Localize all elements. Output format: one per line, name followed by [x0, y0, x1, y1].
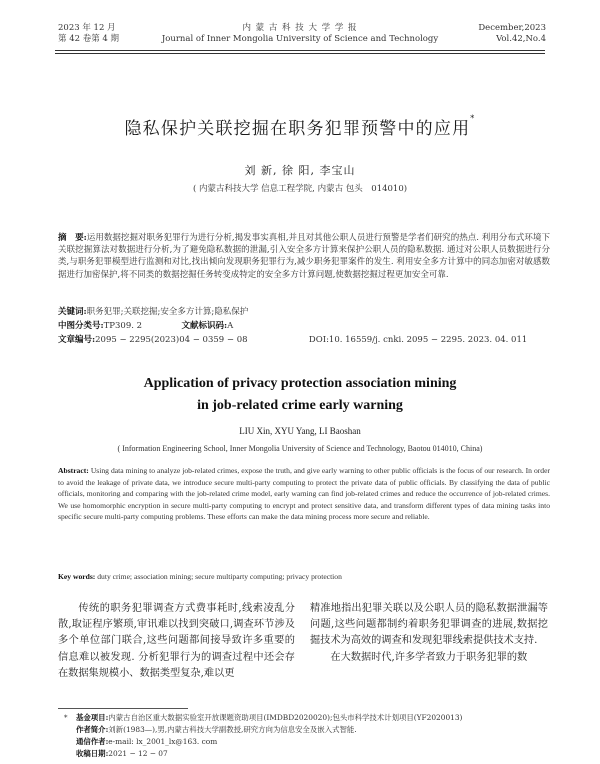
header-date: 2023 年 12 月 — [58, 23, 116, 33]
keywords-en-text: duty crime; association mining; secure multiparty computing; privacy protection — [97, 572, 342, 581]
journal-issue-header — [478, 23, 546, 45]
authors-en: LIU Xin, XYU Yang, LI Baoshan — [239, 426, 361, 436]
affiliation-cn: ( 内蒙古科技大学 信息工程学院, 内蒙古 包头 014010) — [192, 184, 408, 194]
footnote-rule — [58, 708, 188, 709]
keywords-cn-text: 职务犯罪;关联挖掘;安全多方计算;隐私保护 — [86, 307, 249, 317]
doi: DOI:10. 16559/j. cnki. 2095 − 2295. 2023. 04. 011 — [308, 335, 528, 345]
header-rule — [55, 50, 545, 51]
paper-title-en — [0, 373, 600, 417]
footnote-text: 2021 − 12 − 07 — [108, 749, 168, 758]
doc-code-label: 文献标识码: — [181, 321, 228, 331]
header-volume-cn: 第 42 卷第 4 期 — [58, 34, 120, 44]
abstract-cn-label: 摘 要: — [58, 233, 87, 243]
title-en-line-2: in job-related crime early warning — [197, 398, 403, 413]
footnote-text: 内蒙古自治区重大数据实验室开放课题资助项目(IMDBD2020020);包头市科学技术计划项目(YF2020013) — [108, 713, 463, 722]
footnote-label: 作者简介: — [76, 725, 109, 734]
body-column-right — [310, 601, 548, 666]
doc-code-value: A — [227, 321, 234, 331]
article-no-value: 2095 − 2295(2023)04 − 0359 − 08 — [95, 335, 248, 345]
abstract-en — [58, 465, 550, 523]
footnote-text: e-mail: lx_2001_lx@163. com — [108, 737, 218, 746]
footnote-received-date — [76, 749, 556, 760]
header-rule-thin — [55, 53, 545, 54]
authors-cn: 刘 新, 徐 阳, 李宝山 — [244, 164, 356, 177]
abstract-cn — [58, 232, 550, 281]
abstract-en-label: Abstract: — [58, 466, 89, 475]
header-volume-en: Vol.42,No.4 — [496, 34, 546, 44]
footnote-text: 刘新(1983—),男,内蒙古科技大学副教授,研究方向为信息安全及嵌入式智能. — [108, 725, 357, 734]
footnote-label: 收稿日期: — [76, 749, 109, 758]
body-paragraph: 传统的职务犯罪调查方式费事耗时,线索凌乱分散,取证程序繁琐,审讯难以找到突破口,调查环节涉及多个单位部门联合,这些问题都间接导致许多重要的信息难以被发现. 分析犯罪行为的调查过程中还会存在数据集规模小、数据类型复杂,难以更 — [58, 603, 295, 679]
keywords-en-label: Key words: — [58, 572, 96, 581]
footnote-label: 基金项目: — [76, 713, 109, 722]
body-column-left — [58, 601, 295, 682]
class-no-value: TP309. 2 — [103, 321, 143, 331]
title-en-line-1: Application of privacy protection association mining — [143, 376, 457, 391]
paper-title-cn — [0, 114, 600, 139]
title-footnote-mark: * — [470, 114, 476, 123]
header-journal-cn: 内 蒙 古 科 技 大 学 学 报 — [242, 23, 358, 33]
article-no-label: 文章编号: — [58, 335, 96, 345]
article-number-line — [58, 334, 550, 346]
class-no-label: 中图分类号: — [58, 321, 104, 331]
footnote-author-bio — [76, 725, 556, 736]
footnote-funding — [64, 713, 556, 724]
abstract-en-text: Using data mining to analyze job-related crimes, expose the truth, and give early warning to other public officials is the focus of our research. In order to avoid the leakage of private data, we introduce secure multi-party computing to protect the private data of public officials. By classifying the data of public officials, monitoring and comparing with the job-related crime model, early warning can find job-related crimes and reduce the occurrence of job-related crimes. We use homomorphic encryption in secure multi-party computing to encrypt and protect sensitive data, and transform different types of data mining tasks into specific secure multi-party computing problems. These efforts can make the data mining process more secure and reliable. — [58, 466, 550, 522]
header-journal-en: Journal of Inner Mongolia University of Science and Technology — [161, 34, 439, 44]
classification-line — [58, 320, 550, 332]
body-paragraph: 在大数据时代,许多学者致力于职务犯罪的数 — [330, 651, 528, 663]
footnote-correspondence — [76, 737, 556, 748]
affiliation-en: ( Information Engineering School, Inner Mongolia University of Science and Technology, Baotou 014010, China) — [117, 444, 483, 453]
body-paragraph-continued: 精准地指出犯罪关联以及公职人员的隐私数据泄漏等问题,这些问题都制约着职务犯罪调查的进展,数据挖掘技术为高效的调查和发现犯罪线索提供技术支持. — [310, 603, 548, 647]
abstract-cn-text: 运用数据挖掘对职务犯罪行为进行分析,揭发事实真相,并且对其他公职人员进行预警是学者们研究的热点. 利用分布式环境下关联挖掘算法对数据进行分析,为了避免隐私数据的泄漏,引入安全多方计算来保护公职人员的隐私数据. 通过对公职人员数据进行分类,与职务犯罪模型进行监测和对比,找出倾向发现职务犯罪行为,减少职务犯罪案件的发生. 利用安全多方计算中的同态加密对敏感数据进行加密保护,将不同类的数据挖掘任务转变成特定的安全多方计算问题,使数据挖掘过程更加安全可靠. — [58, 233, 550, 280]
footnote-mark: * — [64, 714, 68, 722]
title-cn-text: 隐私保护关联挖掘在职务犯罪预警中的应用 — [124, 119, 471, 139]
keywords-cn-label: 关键词: — [58, 307, 87, 317]
keywords-en — [58, 572, 550, 581]
header-month-en: December,2023 — [478, 23, 546, 33]
footnote-label: 通信作者: — [76, 737, 109, 746]
keywords-cn — [58, 306, 550, 318]
